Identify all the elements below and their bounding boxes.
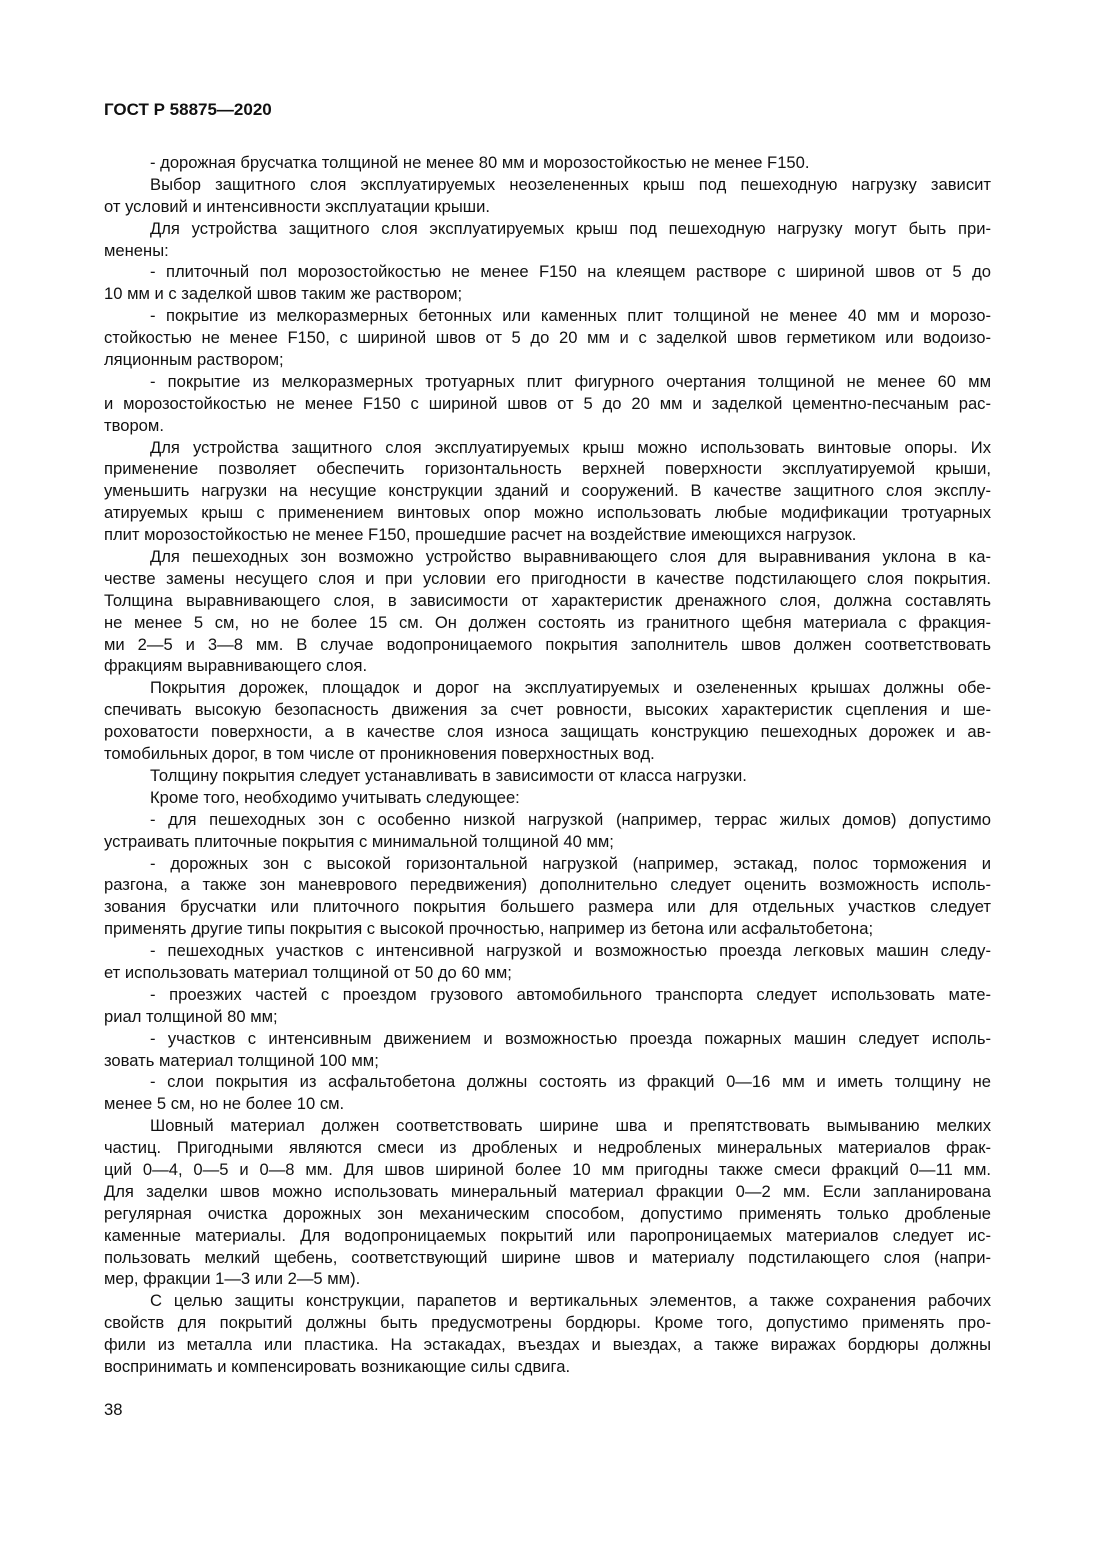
- text-line: менены:: [104, 240, 169, 260]
- paragraph: [104, 174, 991, 218]
- text-line: Толщина выравнивающего слоя, в зависимости от характеристик дренажного слоя, должна составлять: [104, 590, 991, 610]
- text-line: воспринимать и компенсировать возникающие силы сдвига.: [104, 1356, 571, 1376]
- paragraph: [104, 218, 991, 262]
- text-line: - дорожная брусчатка толщиной не менее 80 мм и морозостойкостью не менее F150.: [150, 153, 810, 172]
- text-line: честве замены несущего слоя и при условии его пригодности в качестве подстилающего слоя покрытия.: [104, 568, 991, 588]
- paragraph: [104, 940, 991, 984]
- text-line: - дорожных зон с высокой горизонтальной нагрузкой (например, эстакад, полос торможения и: [150, 853, 991, 873]
- text-line: томобильных дорог, в том числе от проникновения поверхностных вод.: [104, 744, 655, 764]
- text-line: ций 0—4, 0—5 и 0—8 мм. Для швов шириной более 10 мм пригодны также смеси фракций 0—11 мм.: [104, 1159, 991, 1179]
- text-line: Шовный материал должен соответствовать ширине шва и препятствовать вымыванию мелких: [150, 1116, 991, 1136]
- text-line: Толщину покрытия следует устанавливать в зависимости от класса нагрузки.: [150, 765, 747, 785]
- paragraph: [104, 677, 991, 765]
- text-line: - слои покрытия из асфальтобетона должны состоять из фракций 0—16 мм и иметь толщину не: [150, 1072, 991, 1092]
- text-line: плит морозостойкостью не менее F150, прошедшие расчет на воздействие имеющихся нагрузок.: [104, 525, 857, 545]
- text-line: устраивать плиточные покрытия с минимальной толщиной 40 мм;: [104, 831, 614, 851]
- paragraph: [104, 765, 991, 787]
- text-line: разгона, а также зон маневрового передвижения) дополнительно следует оценить возможность исполь-: [104, 875, 991, 895]
- text-line: - покрытие из мелкоразмерных бетонных или каменных плит толщиной не менее 40 мм и морозо-: [150, 306, 991, 326]
- text-line: - участков с интенсивным движением и возможностью проезда пожарных машин следует исполь-: [150, 1028, 991, 1048]
- text-line: менее 5 см, но не более 10 см.: [104, 1094, 345, 1114]
- paragraph: [104, 305, 991, 371]
- text-line: атируемых крыш с применением винтовых опор можно использовать любые модификации тротуарных: [104, 503, 991, 523]
- text-line: Для заделки швов можно использовать минеральный материал фракции 0—2 мм. Если запланирована: [104, 1181, 991, 1201]
- text-line: свойств для покрытий должны быть предусмотрены бордюры. Кроме того, допустимо применять про-: [104, 1313, 991, 1333]
- text-line: Для устройства защитного слоя эксплуатируемых крыш можно использовать винтовые опоры. Их: [150, 437, 991, 457]
- text-line: твором.: [104, 415, 164, 435]
- text-line: Кроме того, необходимо учитывать следующее:: [150, 787, 520, 807]
- paragraph: [104, 1115, 991, 1290]
- text-line: Для пешеходных зон возможно устройство выравнивающего слоя для выравнивания уклона в ка-: [150, 547, 991, 567]
- paragraph: [104, 984, 991, 1028]
- paragraph: [104, 1290, 991, 1378]
- paragraph: [104, 152, 991, 174]
- document-header-standard-id: ГОСТ Р 58875—2020: [104, 100, 272, 119]
- text-line: и морозостойкостью не менее F150 с шириной швов от 5 до 20 мм и заделкой цементно-песчаным рас-: [104, 393, 991, 413]
- document-body: [104, 152, 991, 1378]
- text-line: применять другие типы покрытия с высокой прочностью, например из бетона или асфальтобетона;: [104, 919, 874, 939]
- text-line: регулярная очистка дорожных зон механическим способом, допустимо применять только дробленые: [104, 1203, 991, 1223]
- text-line: применение позволяет обеспечить горизонтальность верхней поверхности эксплуатируемой крыши,: [104, 459, 991, 479]
- text-line: каменные материалы. Для водопроницаемых покрытий или паропроницаемых материалов следует ис-: [104, 1225, 991, 1245]
- text-line: уменьшить нагрузки на несущие конструкции зданий и сооружений. В качестве защитного слоя эксплу-: [104, 481, 991, 501]
- text-line: роховатости поверхности, а в качестве слоя износа защищать конструкцию пешеходных дорожек и ав-: [104, 722, 991, 742]
- text-line: от условий и интенсивности эксплуатации крыши.: [104, 196, 490, 216]
- paragraph: [104, 809, 991, 853]
- text-line: ет использовать материал толщиной от 50 до 60 мм;: [104, 962, 512, 982]
- text-line: зовать материал толщиной 100 мм;: [104, 1050, 379, 1070]
- page-number: 38: [104, 1400, 123, 1419]
- paragraph: [104, 546, 991, 677]
- text-line: стойкостью не менее F150, с шириной швов от 5 до 20 мм и с заделкой швов герметиком или водоизо-: [104, 328, 991, 348]
- text-line: ляционным раствором;: [104, 350, 284, 370]
- text-line: Для устройства защитного слоя эксплуатируемых крыш под пешеходную нагрузку могут быть при-: [150, 218, 991, 238]
- text-line: частиц. Пригодными являются смеси из дробленых и недробленых минеральных материалов фрак-: [104, 1138, 991, 1158]
- text-line: мер, фракции 1—3 или 2—5 мм).: [104, 1269, 361, 1289]
- text-line: - покрытие из мелкоразмерных тротуарных плит фигурного очертания толщиной не менее 60 мм: [150, 371, 991, 391]
- paragraph: [104, 787, 991, 809]
- text-line: С целью защиты конструкции, парапетов и вертикальных элементов, а также сохранения рабочих: [150, 1291, 991, 1311]
- paragraph: [104, 261, 991, 305]
- paragraph: [104, 437, 991, 546]
- text-line: - плиточный пол морозостойкостью не менее F150 на клеящем растворе с шириной швов от 5 до: [150, 262, 991, 282]
- text-line: риал толщиной 80 мм;: [104, 1006, 278, 1026]
- text-line: Выбор защитного слоя эксплуатируемых неозелененных крыш под пешеходную нагрузку зависит: [150, 174, 991, 194]
- paragraph: [104, 853, 991, 941]
- text-line: - для пешеходных зон с особенно низкой нагрузкой (например, террас жилых домов) допустимо: [150, 809, 991, 829]
- text-line: не менее 5 см, но не более 15 см. Он должен состоять из гранитного щебня материала с фракция-: [104, 612, 991, 632]
- text-line: Покрытия дорожек, площадок и дорог на эксплуатируемых и озелененных крышах должны обе-: [150, 678, 991, 698]
- text-line: фили из металла или пластика. На эстакадах, въездах и выездах, а также виражах бордюры должны: [104, 1335, 991, 1355]
- text-line: зования брусчатки или плиточного покрытия большего размера или для отдельных участков следует: [104, 897, 991, 917]
- text-line: - проезжих частей с проездом грузового автомобильного транспорта следует использовать мате-: [150, 984, 991, 1004]
- paragraph: [104, 1028, 991, 1072]
- text-line: спечивать высокую безопасность движения за счет ровности, высоких характеристик сцепления и ше-: [104, 700, 991, 720]
- text-line: - пешеходных участков с интенсивной нагрузкой и возможностью проезда легковых машин следу-: [150, 941, 991, 961]
- paragraph: [104, 371, 991, 437]
- text-line: фракциям выравнивающего слоя.: [104, 656, 368, 676]
- text-line: пользовать мелкий щебень, соответствующий ширине швов и материалу подстилающего слоя (напри-: [104, 1247, 991, 1267]
- paragraph: [104, 1071, 991, 1115]
- text-line: ми 2—5 и 3—8 мм. В случае водопроницаемого покрытия заполнитель швов должен соответствовать: [104, 634, 991, 654]
- text-line: 10 мм и с заделкой швов таким же раствором;: [104, 284, 463, 304]
